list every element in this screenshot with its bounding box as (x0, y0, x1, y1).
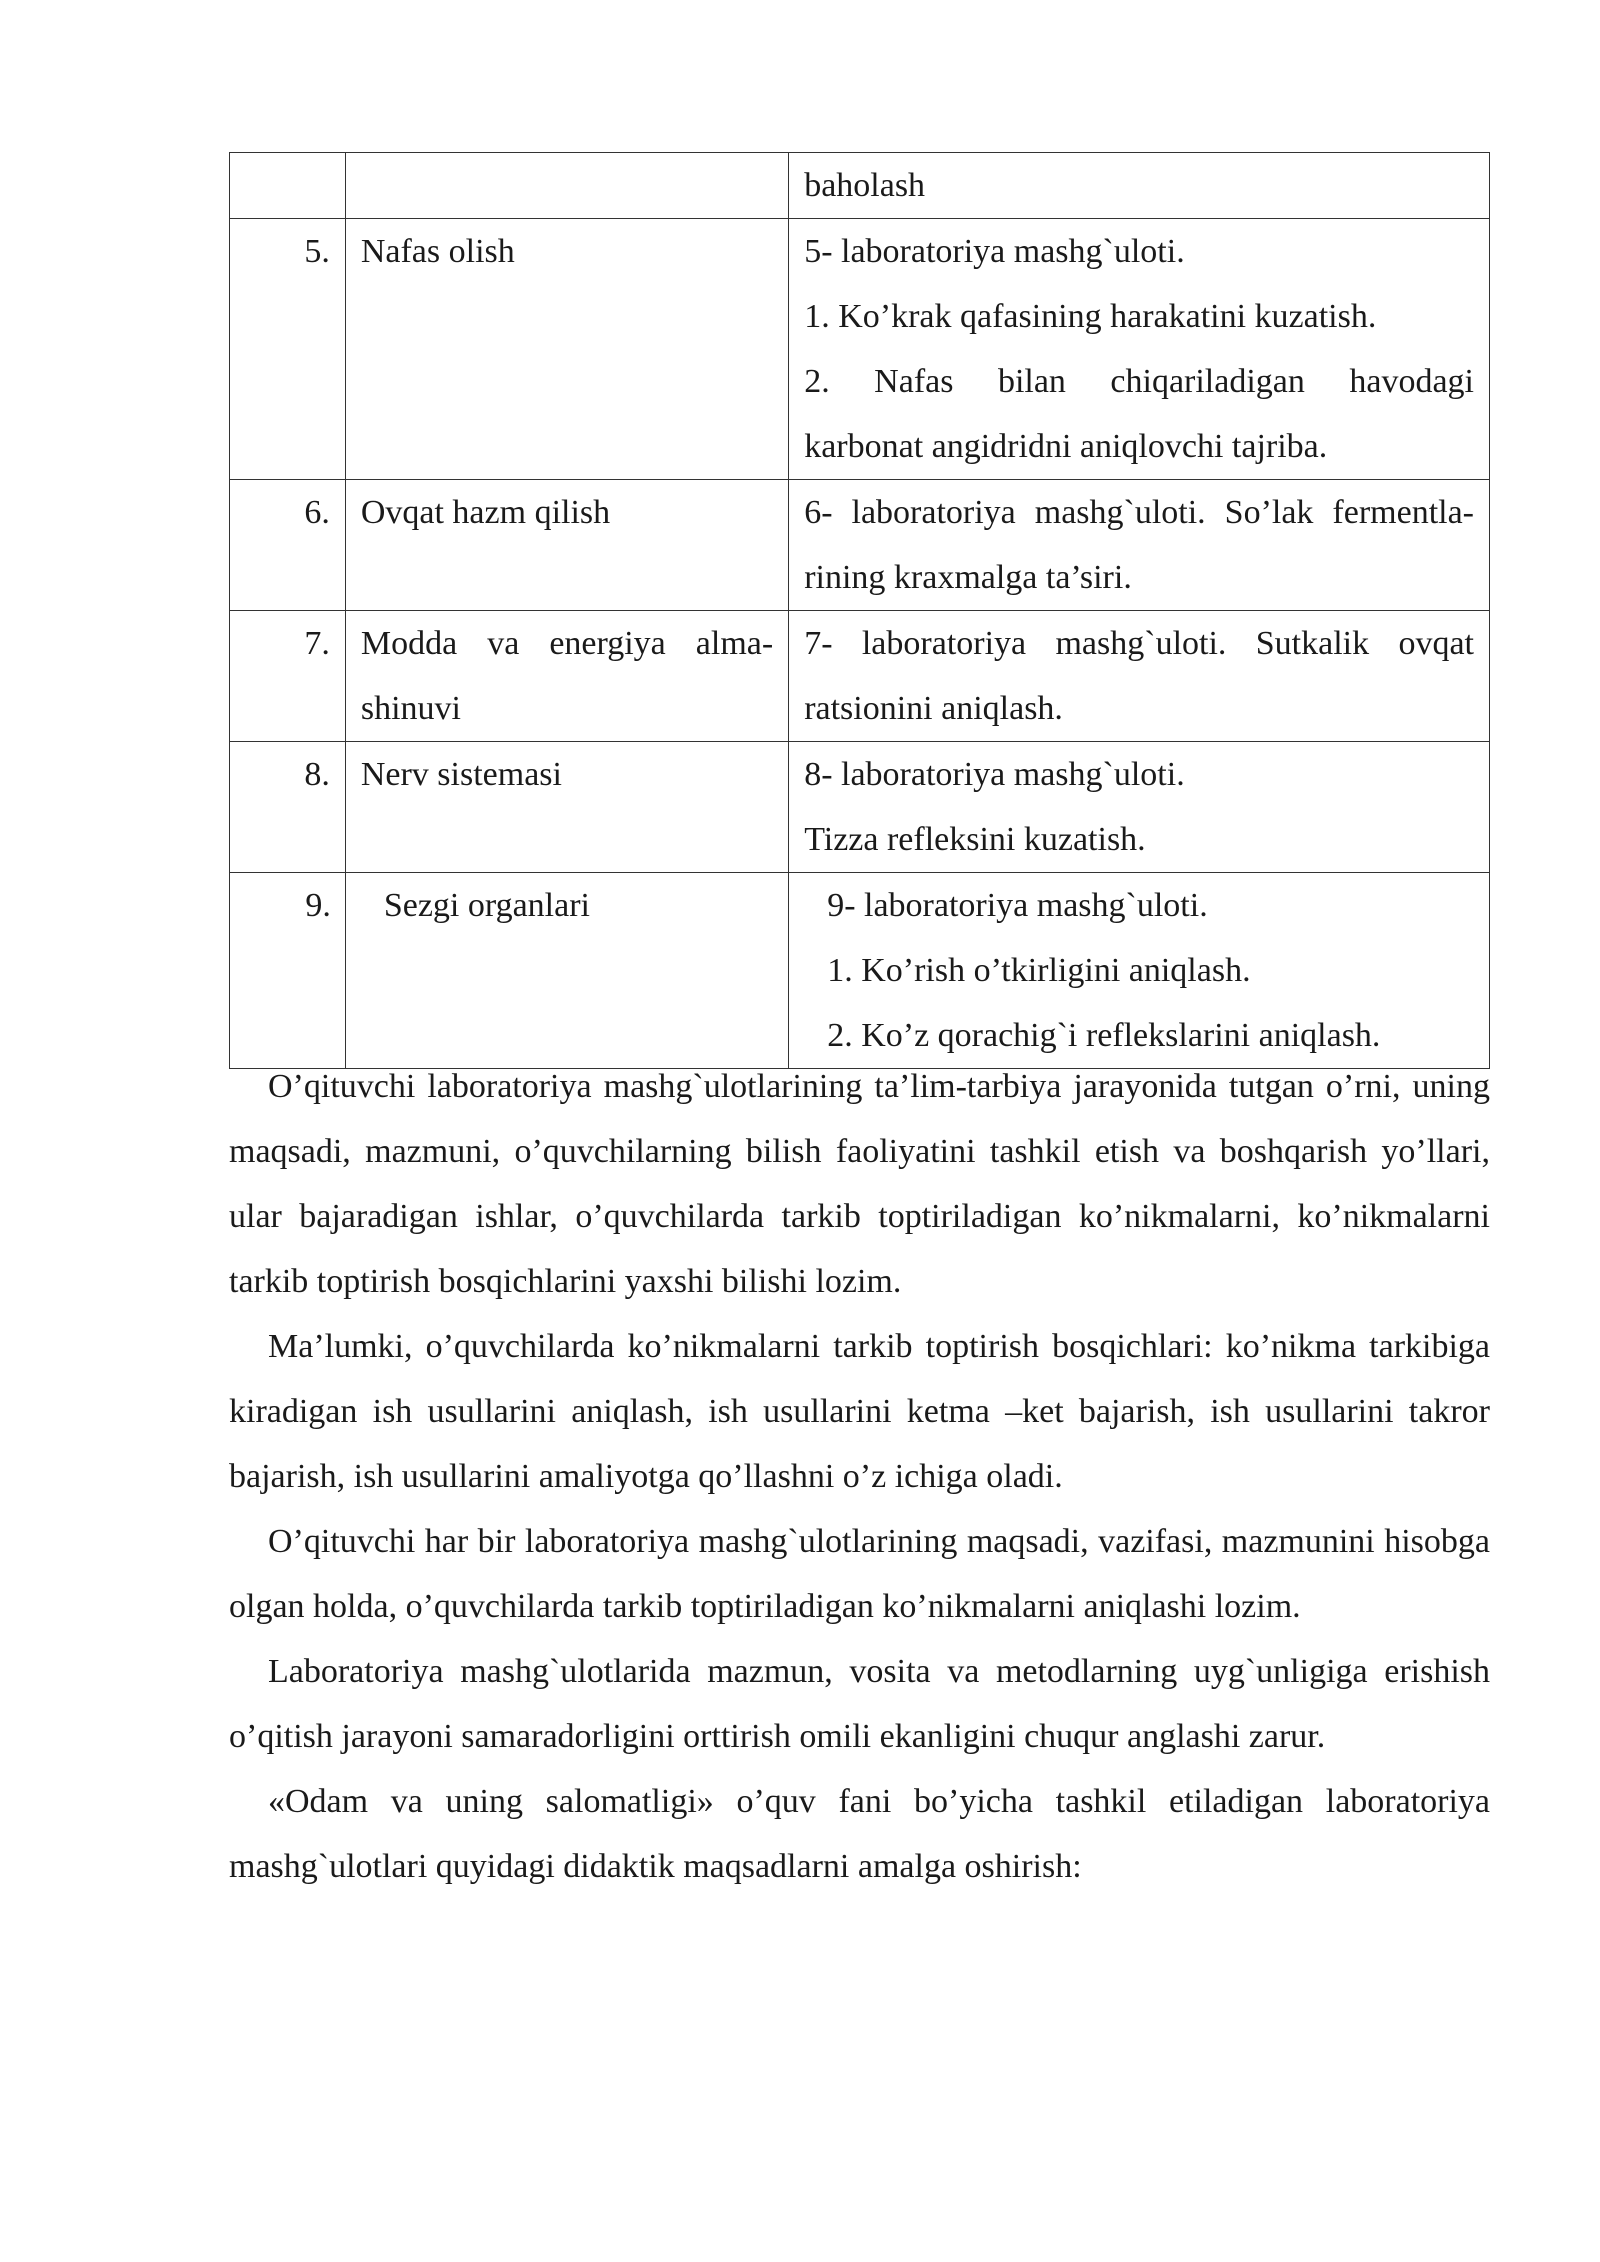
topic-line: Nafas olish (360, 233, 515, 270)
table-row (230, 742, 1490, 873)
row-number-cell (230, 742, 346, 873)
description-cell (789, 742, 1490, 873)
description-cell (789, 611, 1490, 742)
row-number-cell (230, 611, 346, 742)
topic-cell (345, 611, 788, 742)
description-cell (789, 873, 1490, 1069)
paragraph: O’qituvchi har bir laboratoriya mashg`ulotlarining maqsadi, vazifasi, mazmunini hisobga olgan holda, o’quvchilarda tarkib toptiriladigan ko’nikmalarni aniqlashi lozim. (229, 1523, 1490, 1625)
description-line: 8- laboratoriya mashg`uloti. (804, 756, 1185, 793)
paragraph: O’qituvchi laboratoriya mashg`ulotlarining ta’lim-tarbiya jarayonida tutgan o’rni, uning maqsadi, mazmuni, o’quvchilarning bilish faoliyatini tashkil etish va boshqarish yo’llari, ular bajaradigan ishlar, o’quvchilarda tarkib toptiriladigan ko’nikmalarni, ko’nikmalarni tarkib toptirish bosqichlarini yaxshi bilishi lozim. (229, 1068, 1490, 1300)
row-number-cell (230, 219, 346, 480)
row-number (245, 153, 330, 218)
description-line: 2. Nafas bilan chiqariladigan havodagi (804, 363, 1474, 400)
table-row (230, 873, 1490, 1069)
description-line: baholash (804, 167, 926, 204)
row-number-cell (230, 153, 346, 219)
table-row (230, 480, 1490, 611)
topic-line: Ovqat hazm qilish (360, 494, 611, 531)
body-text (229, 1054, 1490, 1899)
topic-line: Modda va energiya alma- (360, 625, 774, 662)
topic-line: Sezgi organlari (383, 887, 590, 924)
topic-cell (345, 873, 788, 1069)
description-line: Tizza refleksini kuzatish. (804, 821, 1146, 858)
row-number: 7. (304, 625, 330, 662)
description-line: 1. Ko’rish o’tkirligini aniqlash. (827, 952, 1251, 989)
description-line: 2. Ko’z qorachig`i reflekslarini aniqlash. (827, 1017, 1381, 1054)
description-cell (789, 153, 1490, 219)
description-line: 9- laboratoriya mashg`uloti. (827, 887, 1208, 924)
table-row (230, 219, 1490, 480)
topic-line: shinuvi (360, 690, 461, 727)
row-number: 8. (304, 756, 330, 793)
row-number: 9. (305, 887, 331, 924)
description-line: rining kraxmalga ta’siri. (804, 559, 1132, 596)
lab-topics-table (229, 152, 1490, 1069)
description-line: 5- laboratoriya mashg`uloti. (804, 233, 1185, 270)
row-number-cell (230, 480, 346, 611)
description-line: 1. Ko’krak qafasining harakatini kuzatish. (804, 298, 1377, 335)
row-number: 6. (304, 494, 330, 531)
paragraph: Ma’lumki, o’quvchilarda ko’nikmalarni tarkib toptirish bosqichlari: ko’nikma tarkibiga kiradigan ish usullarini aniqlash, ish usullarini ketma –ket bajarish, ish usullarini takror bajarish, ish usullarini amaliyotga qo’llashni o’z ichiga oladi. (229, 1328, 1490, 1495)
row-number-cell (230, 873, 346, 1069)
topic-cell (345, 480, 788, 611)
description-line: 7- laboratoriya mashg`uloti. Sutkalik ovqat (804, 625, 1474, 662)
topic-cell (345, 153, 788, 219)
topic-cell (345, 742, 788, 873)
topic-line (361, 153, 773, 218)
description-line: ratsionini aniqlash. (804, 690, 1063, 727)
description-line: 6- laboratoriya mashg`uloti. So’lak fermentla- (804, 494, 1474, 531)
topic-cell (345, 219, 788, 480)
paragraph: Laboratoriya mashg`ulotlarida mazmun, vosita va metodlarning uyg`unligiga erishish o’qitish jarayoni samaradorligini orttirish omili ekanligini chuqur anglashi zarur. (229, 1653, 1490, 1755)
paragraph: «Odam va uning salomatligi» o’quv fani bo’yicha tashkil etiladigan laboratoriya mashg`ulotlari quyidagi didaktik maqsadlarni amalga oshirish: (229, 1783, 1490, 1885)
description-cell (789, 219, 1490, 480)
description-line: karbonat angidridni aniqlovchi tajriba. (804, 428, 1328, 465)
row-number: 5. (304, 233, 330, 270)
table-row (230, 153, 1490, 219)
table-row (230, 611, 1490, 742)
topic-line: Nerv sistemasi (360, 756, 562, 793)
description-cell (789, 480, 1490, 611)
